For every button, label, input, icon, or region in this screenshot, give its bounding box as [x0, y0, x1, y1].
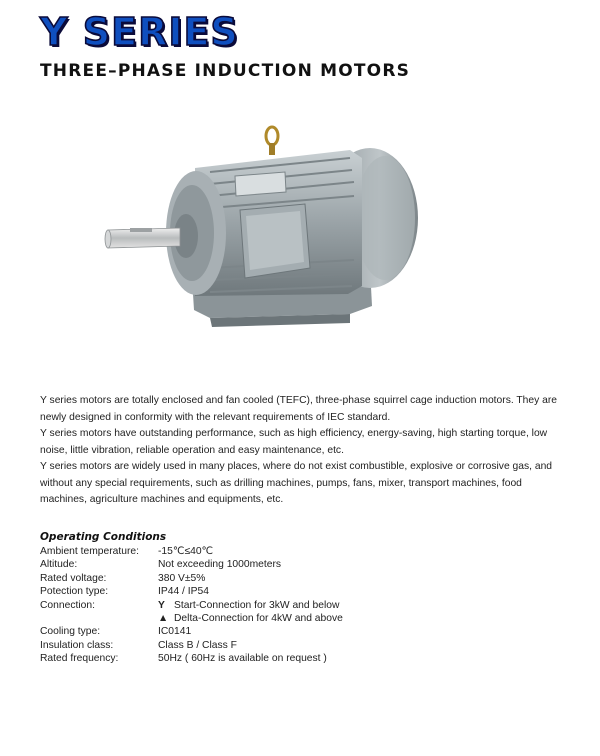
operating-conditions-title: Operating Conditions [40, 531, 167, 543]
condition-label: Altitude: [40, 559, 78, 571]
series-title: Y SERIES [40, 10, 239, 54]
delta-connection-symbol: ▲ [158, 612, 169, 624]
condition-label: Ambient temperature: [40, 546, 140, 557]
star-connection-symbol: Y [158, 599, 165, 611]
star-connection-text: Start-Connection for 3kW and below [174, 599, 340, 611]
condition-value: IP44 / IP54 [158, 586, 209, 598]
description [40, 393, 560, 509]
condition-label: Cooling type: [40, 626, 101, 638]
condition-value: Not exceeding 1000meters [158, 559, 282, 571]
condition-label: Connection: [40, 599, 95, 611]
condition-value: IC0141 [158, 626, 192, 638]
condition-label: Potection type: [40, 586, 109, 598]
condition-label: Rated frequency: [40, 653, 119, 665]
condition-value: Class B / Class F [158, 639, 237, 651]
motor-illustration [100, 118, 430, 328]
condition-value: -15℃≤40℃ [158, 546, 214, 557]
description-paragraph: Y series motors have outstanding performance, such as high efficiency, energy-saving, high starting torque, low noise, little vibration, reliable operation and easy maintenance, etc. [40, 428, 548, 456]
delta-connection-text: Delta-Connection for 4kW and above [174, 612, 343, 624]
condition-label: Insulation class: [40, 639, 114, 651]
description-paragraph: Y series motors are totally enclosed and fan cooled (TEFC), three-phase squirrel cage induction motors. They are newly designed in conformity with the relevant requirements of IEC standard. [40, 395, 558, 423]
condition-value: 380 V±5% [158, 572, 206, 584]
condition-value [158, 599, 339, 612]
page-subtitle: THREE–PHASE INDUCTION MOTORS [40, 61, 411, 81]
description-paragraph: Y series motors are widely used in many places, where do not exist combustible, explosive or corrosive gas, and without any special requirements, such as drilling machines, pumps, fans, mixer, transport machines, food machines, agriculture machines and equipments, etc. [40, 461, 553, 505]
condition-value [158, 612, 343, 625]
condition-value: 50Hz ( 60Hz is available on request ) [158, 653, 327, 665]
condition-label: Rated voltage: [40, 572, 107, 584]
